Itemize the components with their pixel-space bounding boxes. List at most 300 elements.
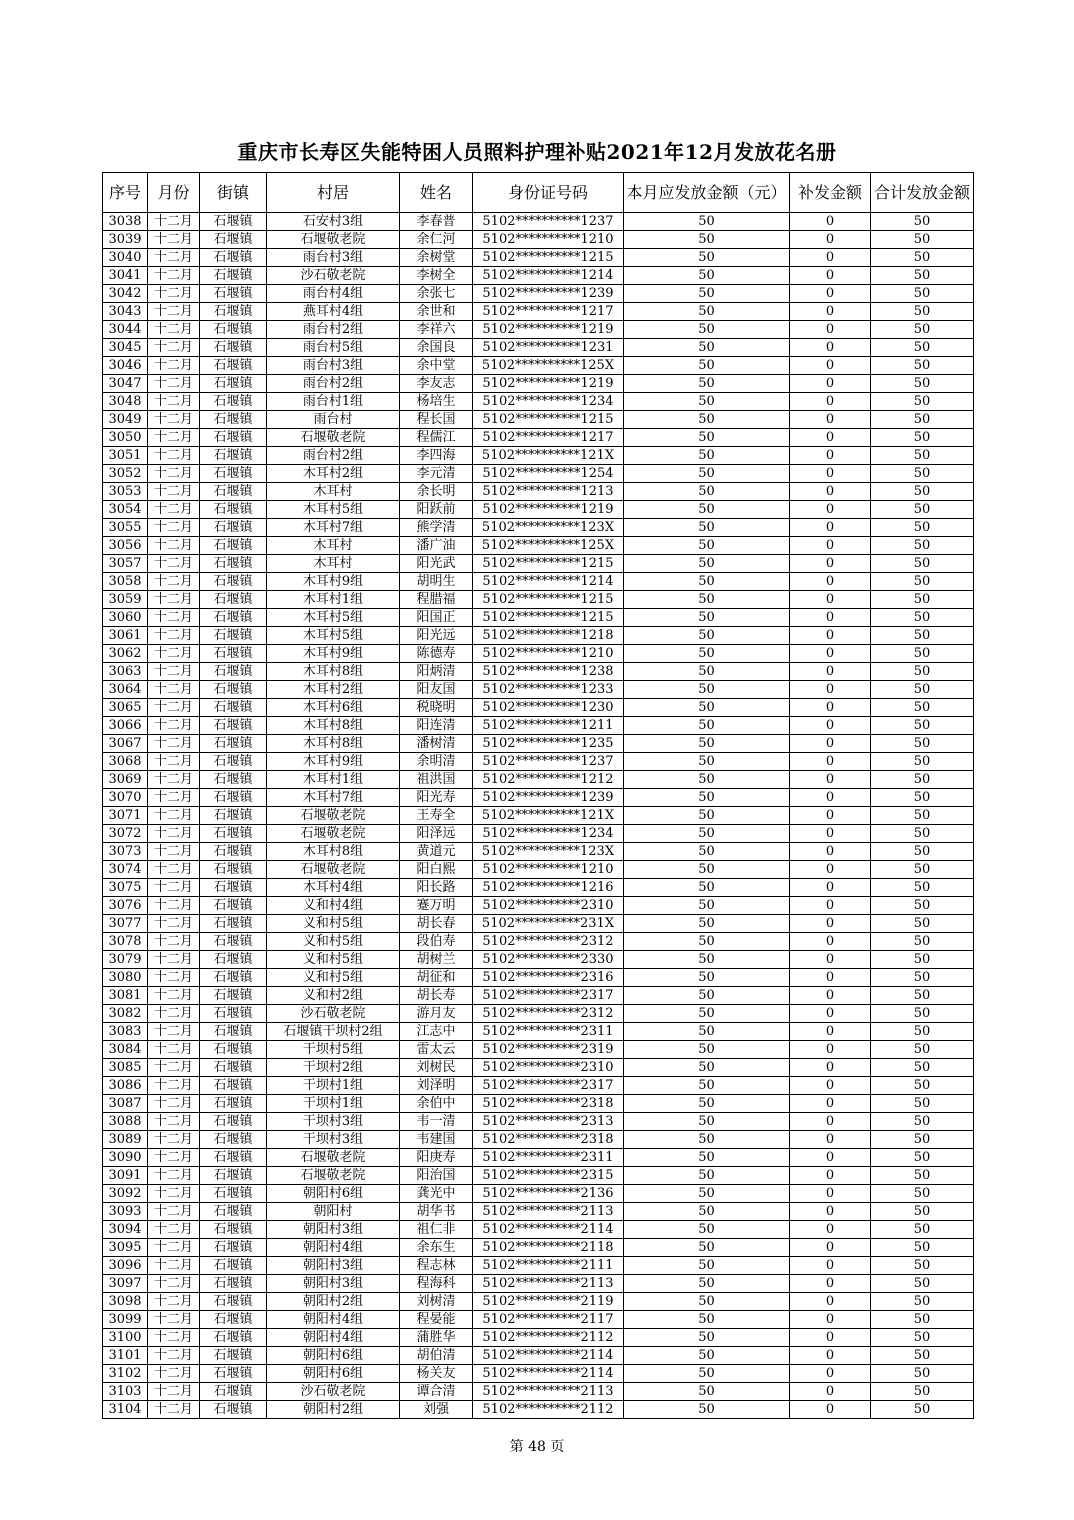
town-cell: 石堰镇	[200, 1311, 267, 1329]
town-cell: 石堰镇	[200, 1203, 267, 1221]
id-number-cell: 5102**********1235	[473, 735, 624, 753]
name-cell: 阳连清	[400, 717, 473, 735]
monthly-amount-cell: 50	[624, 1257, 790, 1275]
month-cell: 十二月	[148, 249, 200, 267]
monthly-amount-cell: 50	[624, 393, 790, 411]
table-row	[103, 501, 974, 519]
village-cell: 木耳村	[267, 483, 400, 501]
village-cell: 雨台村5组	[267, 339, 400, 357]
month-cell: 十二月	[148, 969, 200, 987]
id-number-cell: 5102**********1215	[473, 411, 624, 429]
name-cell: 韦建国	[400, 1131, 473, 1149]
id-number-cell: 5102**********1214	[473, 267, 624, 285]
id-number-cell: 5102**********125X	[473, 357, 624, 375]
monthly-amount-cell: 50	[624, 303, 790, 321]
name-cell: 李四海	[400, 447, 473, 465]
village-cell: 木耳村8组	[267, 843, 400, 861]
serial-cell: 3042	[103, 285, 148, 303]
monthly-amount-cell: 50	[624, 1041, 790, 1059]
serial-cell: 3058	[103, 573, 148, 591]
name-cell: 王寿全	[400, 807, 473, 825]
serial-cell: 3044	[103, 321, 148, 339]
town-cell: 石堰镇	[200, 231, 267, 249]
town-cell: 石堰镇	[200, 735, 267, 753]
back-pay-cell: 0	[790, 1293, 871, 1311]
village-cell: 木耳村	[267, 555, 400, 573]
total-amount-cell: 50	[871, 951, 974, 969]
monthly-amount-cell: 50	[624, 1293, 790, 1311]
monthly-amount-cell: 50	[624, 1203, 790, 1221]
town-cell: 石堰镇	[200, 717, 267, 735]
monthly-amount-cell: 50	[624, 1149, 790, 1167]
village-cell: 石堰镇干坝村2组	[267, 1023, 400, 1041]
id-number-cell: 5102**********1215	[473, 609, 624, 627]
town-cell: 石堰镇	[200, 267, 267, 285]
month-cell: 十二月	[148, 375, 200, 393]
month-cell: 十二月	[148, 681, 200, 699]
table-row	[103, 789, 974, 807]
id-number-cell: 5102**********1234	[473, 825, 624, 843]
monthly-amount-cell: 50	[624, 249, 790, 267]
village-cell: 木耳村9组	[267, 645, 400, 663]
month-cell: 十二月	[148, 663, 200, 681]
serial-cell: 3045	[103, 339, 148, 357]
serial-cell: 3096	[103, 1257, 148, 1275]
table-row	[103, 753, 974, 771]
back-pay-cell: 0	[790, 933, 871, 951]
name-cell: 阳炳清	[400, 663, 473, 681]
back-pay-cell: 0	[790, 915, 871, 933]
town-cell: 石堰镇	[200, 699, 267, 717]
total-amount-cell: 50	[871, 681, 974, 699]
name-cell: 余长明	[400, 483, 473, 501]
back-pay-cell: 0	[790, 1383, 871, 1401]
id-number-cell: 5102**********1215	[473, 249, 624, 267]
serial-cell: 3088	[103, 1113, 148, 1131]
subsidy-roster-table	[102, 172, 974, 1419]
village-cell: 干坝村3组	[267, 1113, 400, 1131]
month-cell: 十二月	[148, 879, 200, 897]
table-row	[103, 303, 974, 321]
table-row	[103, 663, 974, 681]
name-cell: 李元清	[400, 465, 473, 483]
back-pay-cell: 0	[790, 753, 871, 771]
month-cell: 十二月	[148, 1275, 200, 1293]
column-header-id-number: 身份证号码	[473, 173, 624, 213]
table-row	[103, 537, 974, 555]
name-cell: 谭合清	[400, 1383, 473, 1401]
village-cell: 义和村5组	[267, 933, 400, 951]
total-amount-cell: 50	[871, 267, 974, 285]
town-cell: 石堰镇	[200, 1113, 267, 1131]
name-cell: 程腊福	[400, 591, 473, 609]
total-amount-cell: 50	[871, 249, 974, 267]
column-header-serial: 序号	[103, 173, 148, 213]
id-number-cell: 5102**********123X	[473, 843, 624, 861]
town-cell: 石堰镇	[200, 375, 267, 393]
serial-cell: 3090	[103, 1149, 148, 1167]
id-number-cell: 5102**********2111	[473, 1257, 624, 1275]
town-cell: 石堰镇	[200, 573, 267, 591]
name-cell: 胡伯清	[400, 1347, 473, 1365]
table-row	[103, 321, 974, 339]
serial-cell: 3053	[103, 483, 148, 501]
monthly-amount-cell: 50	[624, 609, 790, 627]
serial-cell: 3056	[103, 537, 148, 555]
town-cell: 石堰镇	[200, 1023, 267, 1041]
table-row	[103, 1239, 974, 1257]
total-amount-cell: 50	[871, 465, 974, 483]
back-pay-cell: 0	[790, 1185, 871, 1203]
town-cell: 石堰镇	[200, 339, 267, 357]
name-cell: 阳友国	[400, 681, 473, 699]
name-cell: 江志中	[400, 1023, 473, 1041]
town-cell: 石堰镇	[200, 663, 267, 681]
total-amount-cell: 50	[871, 321, 974, 339]
month-cell: 十二月	[148, 537, 200, 555]
serial-cell: 3048	[103, 393, 148, 411]
id-number-cell: 5102**********1215	[473, 591, 624, 609]
serial-cell: 3086	[103, 1077, 148, 1095]
back-pay-cell: 0	[790, 609, 871, 627]
total-amount-cell: 50	[871, 1275, 974, 1293]
month-cell: 十二月	[148, 519, 200, 537]
back-pay-cell: 0	[790, 1365, 871, 1383]
table-row	[103, 1005, 974, 1023]
id-number-cell: 5102**********1217	[473, 429, 624, 447]
table-row	[103, 591, 974, 609]
town-cell: 石堰镇	[200, 609, 267, 627]
serial-cell: 3054	[103, 501, 148, 519]
village-cell: 朝阳村2组	[267, 1293, 400, 1311]
table-row	[103, 555, 974, 573]
table-row	[103, 1059, 974, 1077]
name-cell: 程海科	[400, 1275, 473, 1293]
total-amount-cell: 50	[871, 717, 974, 735]
month-cell: 十二月	[148, 1401, 200, 1419]
total-amount-cell: 50	[871, 285, 974, 303]
town-cell: 石堰镇	[200, 807, 267, 825]
month-cell: 十二月	[148, 1311, 200, 1329]
village-cell: 石堰敬老院	[267, 1167, 400, 1185]
table-row	[103, 1095, 974, 1113]
id-number-cell: 5102**********1211	[473, 717, 624, 735]
monthly-amount-cell: 50	[624, 735, 790, 753]
town-cell: 石堰镇	[200, 645, 267, 663]
village-cell: 雨台村3组	[267, 357, 400, 375]
total-amount-cell: 50	[871, 447, 974, 465]
total-amount-cell: 50	[871, 897, 974, 915]
total-amount-cell: 50	[871, 1311, 974, 1329]
village-cell: 沙石敬老院	[267, 1383, 400, 1401]
back-pay-cell: 0	[790, 429, 871, 447]
month-cell: 十二月	[148, 429, 200, 447]
village-cell: 木耳村7组	[267, 519, 400, 537]
town-cell: 石堰镇	[200, 1347, 267, 1365]
month-cell: 十二月	[148, 483, 200, 501]
monthly-amount-cell: 50	[624, 807, 790, 825]
month-cell: 十二月	[148, 1005, 200, 1023]
town-cell: 石堰镇	[200, 969, 267, 987]
monthly-amount-cell: 50	[624, 1365, 790, 1383]
village-cell: 木耳村1组	[267, 591, 400, 609]
total-amount-cell: 50	[871, 915, 974, 933]
total-amount-cell: 50	[871, 753, 974, 771]
total-amount-cell: 50	[871, 1005, 974, 1023]
id-number-cell: 5102**********1216	[473, 879, 624, 897]
serial-cell: 3060	[103, 609, 148, 627]
back-pay-cell: 0	[790, 213, 871, 231]
village-cell: 雨台村4组	[267, 285, 400, 303]
back-pay-cell: 0	[790, 267, 871, 285]
village-cell: 木耳村1组	[267, 771, 400, 789]
id-number-cell: 5102**********1210	[473, 231, 624, 249]
town-cell: 石堰镇	[200, 429, 267, 447]
table-row	[103, 1311, 974, 1329]
town-cell: 石堰镇	[200, 1149, 267, 1167]
town-cell: 石堰镇	[200, 915, 267, 933]
month-cell: 十二月	[148, 213, 200, 231]
name-cell: 胡长寿	[400, 987, 473, 1005]
back-pay-cell: 0	[790, 501, 871, 519]
village-cell: 朝阳村4组	[267, 1239, 400, 1257]
village-cell: 朝阳村3组	[267, 1221, 400, 1239]
village-cell: 石堰敬老院	[267, 1149, 400, 1167]
village-cell: 朝阳村6组	[267, 1185, 400, 1203]
village-cell: 朝阳村3组	[267, 1257, 400, 1275]
total-amount-cell: 50	[871, 1383, 974, 1401]
month-cell: 十二月	[148, 1185, 200, 1203]
column-header-village: 村居	[267, 173, 400, 213]
town-cell: 石堰镇	[200, 555, 267, 573]
name-cell: 税晓明	[400, 699, 473, 717]
table-row	[103, 609, 974, 627]
id-number-cell: 5102**********1214	[473, 573, 624, 591]
monthly-amount-cell: 50	[624, 1329, 790, 1347]
table-row	[103, 519, 974, 537]
village-cell: 朝阳村4组	[267, 1329, 400, 1347]
id-number-cell: 5102**********2311	[473, 1149, 624, 1167]
village-cell: 干坝村5组	[267, 1041, 400, 1059]
name-cell: 潘树清	[400, 735, 473, 753]
name-cell: 阳白熙	[400, 861, 473, 879]
month-cell: 十二月	[148, 1149, 200, 1167]
total-amount-cell: 50	[871, 303, 974, 321]
back-pay-cell: 0	[790, 483, 871, 501]
village-cell: 木耳村8组	[267, 663, 400, 681]
table-row	[103, 249, 974, 267]
serial-cell: 3063	[103, 663, 148, 681]
month-cell: 十二月	[148, 447, 200, 465]
total-amount-cell: 50	[871, 1113, 974, 1131]
back-pay-cell: 0	[790, 1329, 871, 1347]
total-amount-cell: 50	[871, 627, 974, 645]
month-cell: 十二月	[148, 735, 200, 753]
town-cell: 石堰镇	[200, 933, 267, 951]
town-cell: 石堰镇	[200, 843, 267, 861]
id-number-cell: 5102**********2319	[473, 1041, 624, 1059]
month-cell: 十二月	[148, 861, 200, 879]
back-pay-cell: 0	[790, 897, 871, 915]
total-amount-cell: 50	[871, 357, 974, 375]
name-cell: 胡树兰	[400, 951, 473, 969]
town-cell: 石堰镇	[200, 771, 267, 789]
back-pay-cell: 0	[790, 573, 871, 591]
village-cell: 木耳村8组	[267, 735, 400, 753]
id-number-cell: 5102**********121X	[473, 447, 624, 465]
total-amount-cell: 50	[871, 1095, 974, 1113]
village-cell: 干坝村1组	[267, 1095, 400, 1113]
name-cell: 胡华书	[400, 1203, 473, 1221]
serial-cell: 3066	[103, 717, 148, 735]
name-cell: 李树全	[400, 267, 473, 285]
month-cell: 十二月	[148, 1239, 200, 1257]
column-header-name: 姓名	[400, 173, 473, 213]
serial-cell: 3046	[103, 357, 148, 375]
table-row	[103, 285, 974, 303]
monthly-amount-cell: 50	[624, 699, 790, 717]
name-cell: 余国良	[400, 339, 473, 357]
back-pay-cell: 0	[790, 1059, 871, 1077]
monthly-amount-cell: 50	[624, 645, 790, 663]
month-cell: 十二月	[148, 1131, 200, 1149]
name-cell: 余中堂	[400, 357, 473, 375]
village-cell: 朝阳村	[267, 1203, 400, 1221]
column-header-monthly-amount: 本月应发放金额（元）	[624, 173, 790, 213]
table-row	[103, 1023, 974, 1041]
back-pay-cell: 0	[790, 411, 871, 429]
town-cell: 石堰镇	[200, 1041, 267, 1059]
town-cell: 石堰镇	[200, 951, 267, 969]
serial-cell: 3079	[103, 951, 148, 969]
back-pay-cell: 0	[790, 1095, 871, 1113]
month-cell: 十二月	[148, 1257, 200, 1275]
back-pay-cell: 0	[790, 1275, 871, 1293]
monthly-amount-cell: 50	[624, 861, 790, 879]
month-cell: 十二月	[148, 411, 200, 429]
town-cell: 石堰镇	[200, 1275, 267, 1293]
total-amount-cell: 50	[871, 1347, 974, 1365]
back-pay-cell: 0	[790, 465, 871, 483]
back-pay-cell: 0	[790, 969, 871, 987]
village-cell: 雨台村2组	[267, 321, 400, 339]
monthly-amount-cell: 50	[624, 879, 790, 897]
name-cell: 余明清	[400, 753, 473, 771]
table-row	[103, 1185, 974, 1203]
serial-cell: 3043	[103, 303, 148, 321]
monthly-amount-cell: 50	[624, 663, 790, 681]
table-row	[103, 1167, 974, 1185]
name-cell: 胡长春	[400, 915, 473, 933]
back-pay-cell: 0	[790, 321, 871, 339]
month-cell: 十二月	[148, 699, 200, 717]
monthly-amount-cell: 50	[624, 1077, 790, 1095]
town-cell: 石堰镇	[200, 1221, 267, 1239]
serial-cell: 3073	[103, 843, 148, 861]
total-amount-cell: 50	[871, 699, 974, 717]
table-row	[103, 735, 974, 753]
back-pay-cell: 0	[790, 339, 871, 357]
table-row	[103, 1041, 974, 1059]
id-number-cell: 5102**********2112	[473, 1401, 624, 1419]
id-number-cell: 5102**********2318	[473, 1095, 624, 1113]
monthly-amount-cell: 50	[624, 933, 790, 951]
town-cell: 石堰镇	[200, 1401, 267, 1419]
back-pay-cell: 0	[790, 1077, 871, 1095]
id-number-cell: 5102**********1239	[473, 285, 624, 303]
table-row	[103, 357, 974, 375]
table-row	[103, 1293, 974, 1311]
serial-cell: 3087	[103, 1095, 148, 1113]
month-cell: 十二月	[148, 789, 200, 807]
town-cell: 石堰镇	[200, 285, 267, 303]
total-amount-cell: 50	[871, 483, 974, 501]
back-pay-cell: 0	[790, 789, 871, 807]
name-cell: 余世和	[400, 303, 473, 321]
total-amount-cell: 50	[871, 411, 974, 429]
column-header-back-pay: 补发金额	[790, 173, 871, 213]
id-number-cell: 5102**********1233	[473, 681, 624, 699]
total-amount-cell: 50	[871, 393, 974, 411]
serial-cell: 3104	[103, 1401, 148, 1419]
serial-cell: 3074	[103, 861, 148, 879]
month-cell: 十二月	[148, 897, 200, 915]
table-row	[103, 879, 974, 897]
table-row	[103, 213, 974, 231]
total-amount-cell: 50	[871, 843, 974, 861]
table-row	[103, 339, 974, 357]
town-cell: 石堰镇	[200, 897, 267, 915]
monthly-amount-cell: 50	[624, 519, 790, 537]
table-row	[103, 231, 974, 249]
town-cell: 石堰镇	[200, 1257, 267, 1275]
month-cell: 十二月	[148, 321, 200, 339]
serial-cell: 3075	[103, 879, 148, 897]
town-cell: 石堰镇	[200, 393, 267, 411]
table-row	[103, 1383, 974, 1401]
back-pay-cell: 0	[790, 1311, 871, 1329]
monthly-amount-cell: 50	[624, 1239, 790, 1257]
town-cell: 石堰镇	[200, 249, 267, 267]
name-cell: 余东生	[400, 1239, 473, 1257]
total-amount-cell: 50	[871, 663, 974, 681]
monthly-amount-cell: 50	[624, 681, 790, 699]
monthly-amount-cell: 50	[624, 1383, 790, 1401]
monthly-amount-cell: 50	[624, 1401, 790, 1419]
serial-cell: 3070	[103, 789, 148, 807]
village-cell: 木耳村5组	[267, 501, 400, 519]
name-cell: 蹇万明	[400, 897, 473, 915]
village-cell: 木耳村8组	[267, 717, 400, 735]
table-row	[103, 1131, 974, 1149]
back-pay-cell: 0	[790, 555, 871, 573]
id-number-cell: 5102**********1231	[473, 339, 624, 357]
name-cell: 刘树民	[400, 1059, 473, 1077]
back-pay-cell: 0	[790, 717, 871, 735]
village-cell: 木耳村6组	[267, 699, 400, 717]
id-number-cell: 5102**********2113	[473, 1383, 624, 1401]
name-cell: 余张七	[400, 285, 473, 303]
monthly-amount-cell: 50	[624, 465, 790, 483]
village-cell: 燕耳村4组	[267, 303, 400, 321]
name-cell: 祖仁非	[400, 1221, 473, 1239]
total-amount-cell: 50	[871, 573, 974, 591]
town-cell: 石堰镇	[200, 987, 267, 1005]
total-amount-cell: 50	[871, 879, 974, 897]
village-cell: 木耳村2组	[267, 681, 400, 699]
village-cell: 义和村2组	[267, 987, 400, 1005]
name-cell: 程长国	[400, 411, 473, 429]
